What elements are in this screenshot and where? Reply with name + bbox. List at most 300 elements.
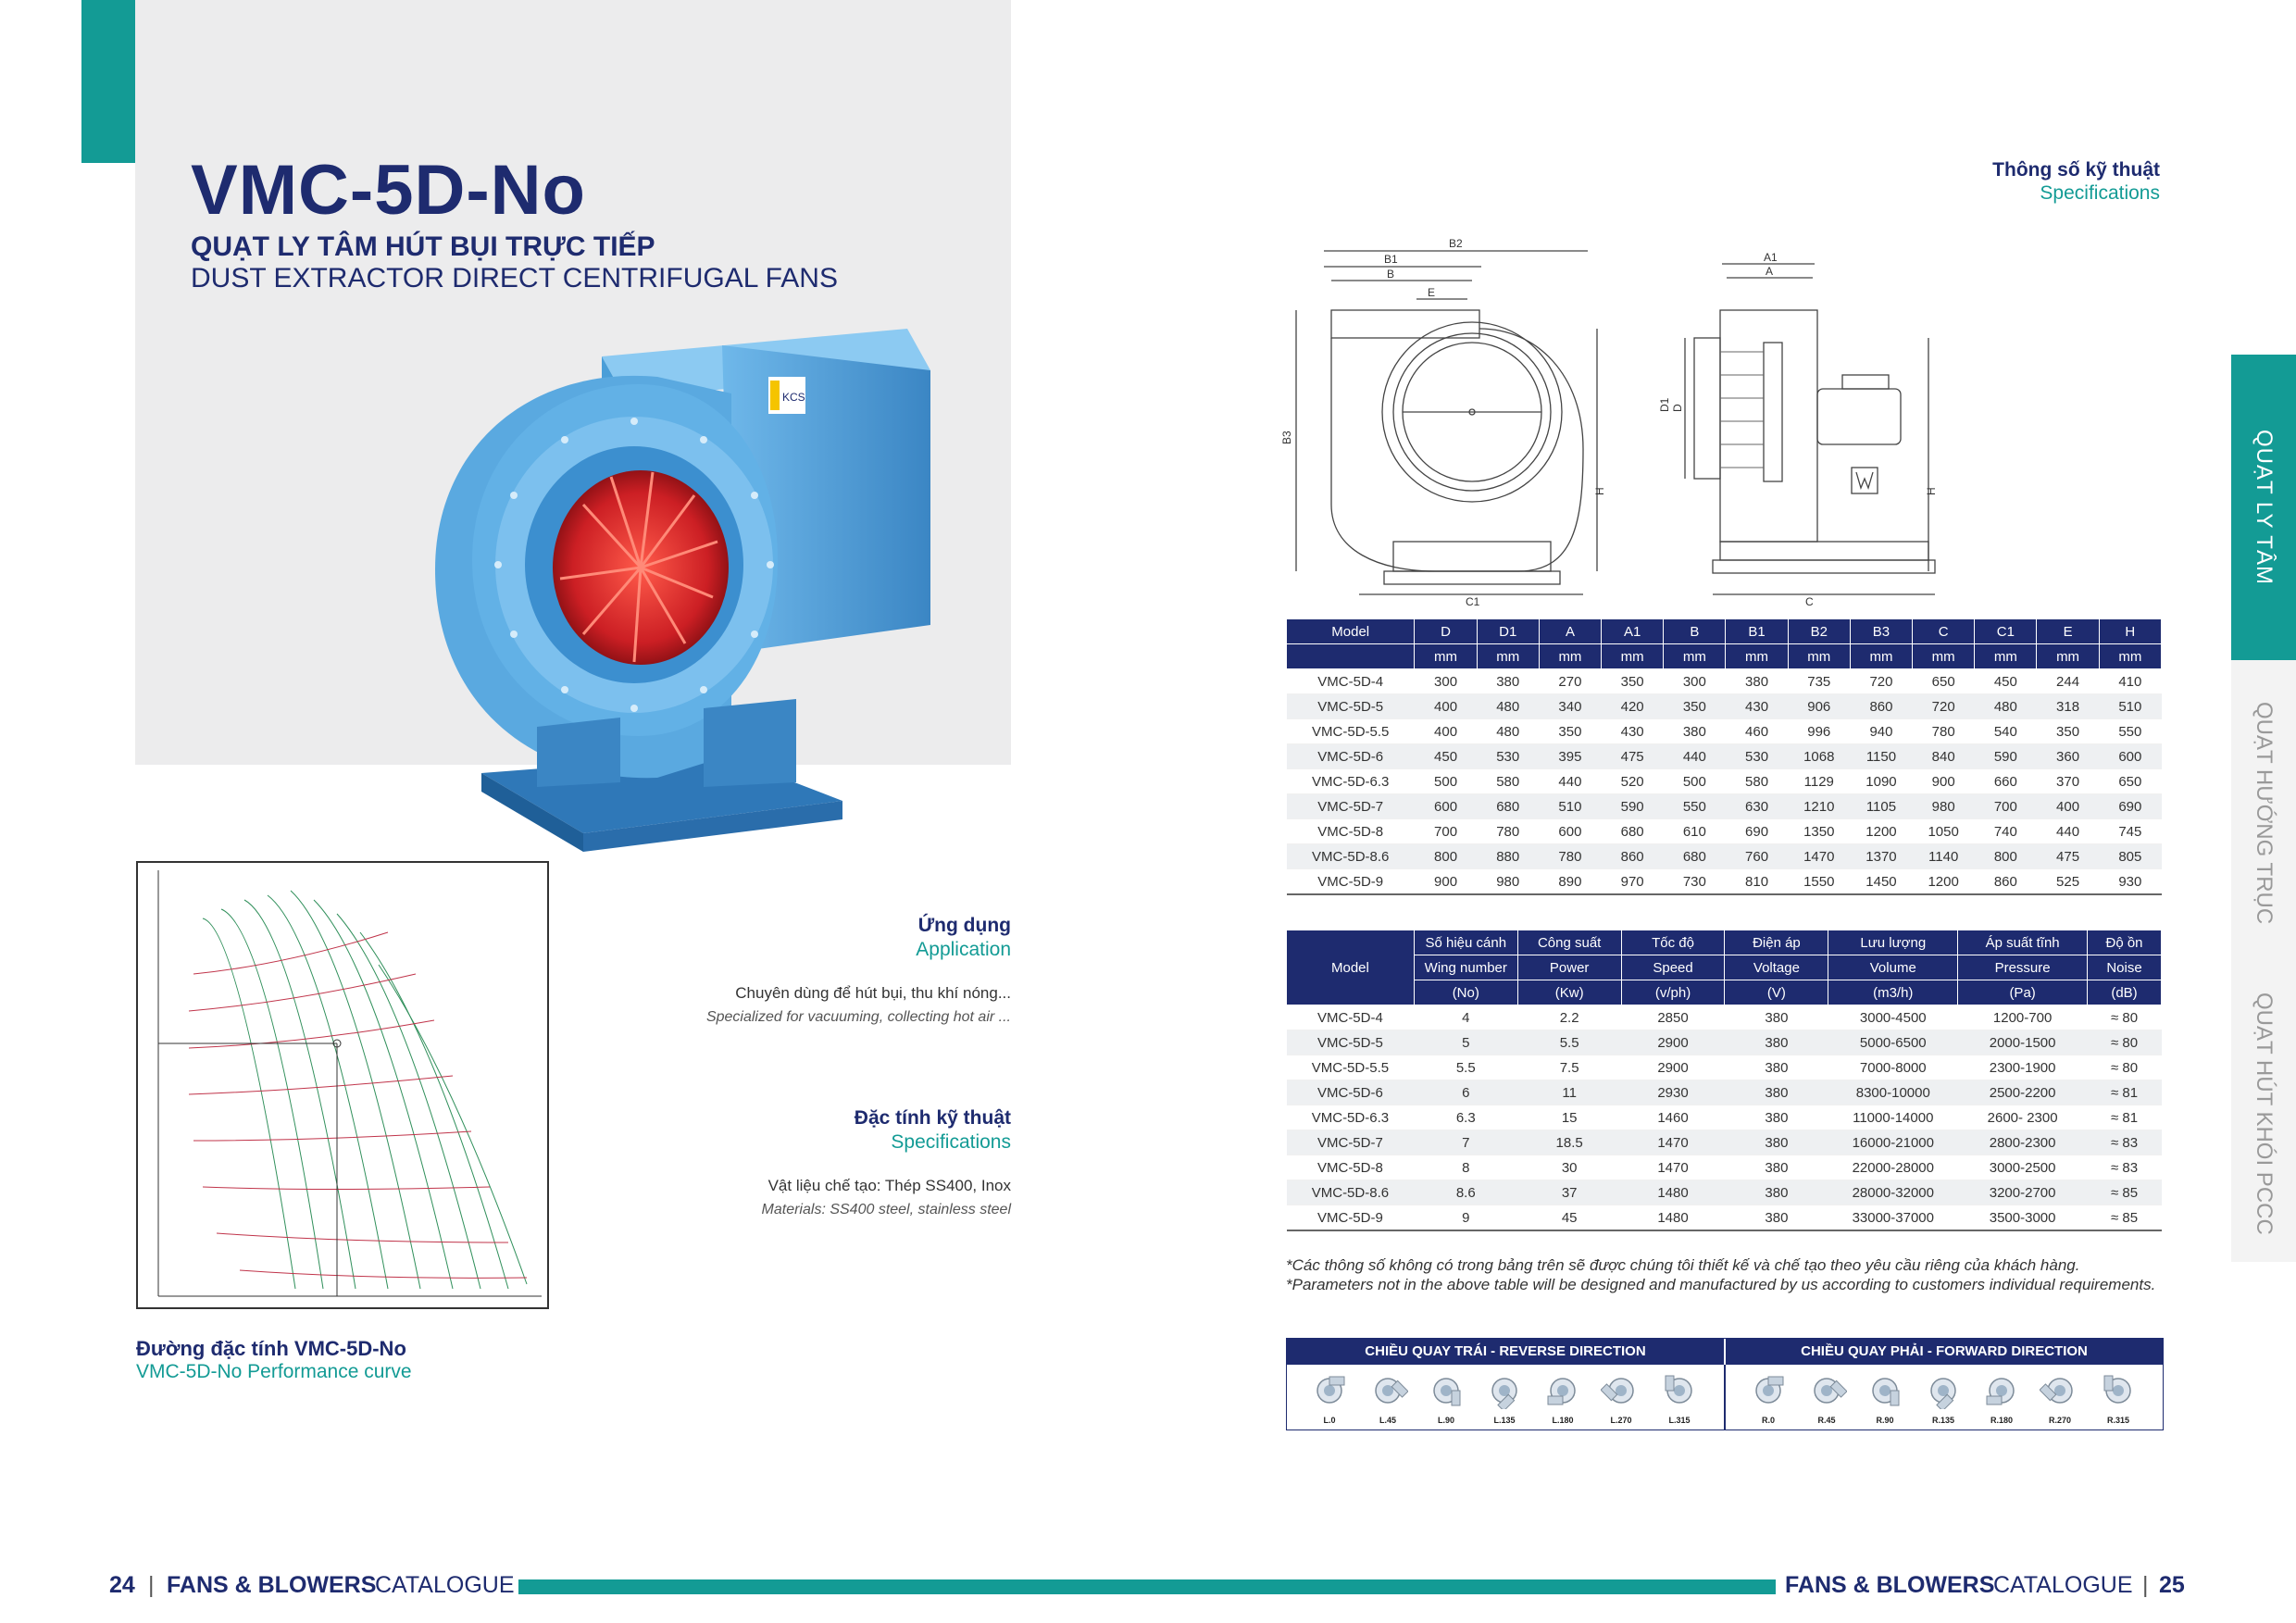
table-cell: 380 [1725, 1130, 1828, 1155]
col-a: A [1539, 619, 1601, 644]
rotation-direction-label: L.270 [1610, 1416, 1632, 1425]
table-cell: 2800-2300 [1958, 1130, 2088, 1155]
table-cell: 1210 [1788, 794, 1850, 819]
rotation-direction-label: L.90 [1437, 1416, 1454, 1425]
table-cell: 360 [2037, 744, 2099, 769]
table-cell: 906 [1788, 694, 1850, 719]
table-cell: 11000-14000 [1828, 1105, 1958, 1130]
table-cell: 395 [1539, 744, 1601, 769]
perf-col-vi: Công suất [1517, 930, 1621, 955]
unit-cell: mm [1726, 644, 1788, 669]
table-cell: 2000-1500 [1958, 1030, 2088, 1055]
product-title: VMC-5D-No [191, 151, 586, 230]
table-cell: 780 [1913, 719, 1975, 744]
table-cell: 8 [1414, 1155, 1517, 1180]
table-cell: 6.3 [1414, 1105, 1517, 1130]
table-row [1287, 794, 2162, 819]
table-cell: ≈ 83 [2088, 1130, 2162, 1155]
footer-separator: | [148, 1572, 155, 1598]
tech-text-vi: Vật liệu chế tạo: Thép SS400, Inox [767, 1177, 1011, 1194]
performance-curve-chart [136, 861, 549, 1309]
table-cell: 2900 [1621, 1030, 1725, 1055]
table-cell: VMC-5D-5.5 [1287, 719, 1415, 744]
table-cell: 380 [1725, 1080, 1828, 1105]
fan-orientation-icon [1923, 1372, 1964, 1409]
table-cell: VMC-5D-4 [1287, 669, 1415, 694]
dimension-table [1286, 618, 2162, 895]
table-cell: 680 [1477, 794, 1539, 819]
table-cell: 7 [1414, 1130, 1517, 1155]
rotation-direction-label: L.0 [1323, 1416, 1336, 1425]
table-cell: 440 [1539, 769, 1601, 794]
table-cell: 860 [1850, 694, 1912, 719]
table-cell: 430 [1726, 694, 1788, 719]
table-cell: ≈ 81 [2088, 1105, 2162, 1130]
footer-teal-bar [518, 1579, 1776, 1594]
performance-curve-graphic [138, 863, 547, 1307]
col-b1: B1 [1726, 619, 1788, 644]
perf-col-en: Voltage [1725, 955, 1828, 980]
table-cell: ≈ 85 [2088, 1180, 2162, 1205]
dim-e: E [1428, 286, 1436, 299]
side-tab-label: QUẠT LY TÂM [2252, 430, 2277, 585]
table-row [1287, 869, 2162, 895]
table-cell: 860 [1975, 869, 2037, 895]
table-cell: 3200-2700 [1958, 1180, 2088, 1205]
table-cell: 380 [1725, 1155, 1828, 1180]
col-b3: B3 [1850, 619, 1912, 644]
dim-c1: C1 [1466, 595, 1480, 606]
table-cell: 1470 [1621, 1130, 1725, 1155]
table-cell: 510 [1539, 794, 1601, 819]
table-cell: 350 [1664, 694, 1726, 719]
rotation-direction-item [1593, 1372, 1649, 1425]
table-cell: 1140 [1913, 844, 1975, 869]
table-cell: 600 [1539, 819, 1601, 844]
rotation-direction-label: L.135 [1493, 1416, 1516, 1425]
table-row [1287, 1080, 2162, 1105]
application-text-vi: Chuyên dùng để hút bụi, thu khí nóng... [735, 984, 1011, 1002]
rotation-direction-item [1974, 1372, 2029, 1425]
table-row [1287, 744, 2162, 769]
perf-col-vi: Độ ồn [2088, 930, 2162, 955]
rotation-direction-item [1857, 1372, 1913, 1425]
table-cell: 1370 [1850, 844, 1912, 869]
perf-col-vi: Tốc độ [1621, 930, 1725, 955]
table-cell: 760 [1726, 844, 1788, 869]
table-cell: 11 [1517, 1080, 1621, 1105]
side-tab-label: QUẠT HÚT KHÓI PCCC [2252, 993, 2277, 1235]
table-cell: 590 [1975, 744, 2037, 769]
table-row [1287, 694, 2162, 719]
table-cell: 3000-4500 [1828, 1005, 1958, 1030]
dimension-drawing [1278, 236, 1944, 606]
reverse-direction-title: CHIỀU QUAY TRÁI - REVERSE DIRECTION [1287, 1339, 1724, 1365]
table-cell: 550 [2099, 719, 2161, 744]
fan-orientation-icon [1426, 1372, 1466, 1409]
table-cell: 2850 [1621, 1005, 1725, 1030]
rotation-direction-item [1535, 1372, 1591, 1425]
perf-col-en: Pressure [1958, 955, 2088, 980]
table-cell: 45 [1517, 1205, 1621, 1231]
side-tab-centrifugal[interactable] [2231, 355, 2296, 660]
table-cell: 690 [2099, 794, 2161, 819]
table-cell: 460 [1726, 719, 1788, 744]
perf-col-unit: (No) [1414, 980, 1517, 1005]
table-cell: 2930 [1621, 1080, 1725, 1105]
fan-orientation-icon [1367, 1372, 1408, 1409]
table-cell: 800 [1975, 844, 2037, 869]
table-row [1287, 1005, 2162, 1030]
unit-cell: mm [1788, 644, 1850, 669]
table-cell: VMC-5D-5 [1287, 694, 1415, 719]
side-tab-inactive-group [2231, 660, 2296, 1262]
product-subtitle-vi: QUẠT LY TÂM HÚT BỤI TRỰC TIẾP [191, 231, 655, 262]
table-cell: 480 [1477, 719, 1539, 744]
product-subtitle-en: DUST EXTRACTOR DIRECT CENTRIFUGAL FANS [191, 263, 838, 293]
perf-col-model: Model [1287, 930, 1415, 1005]
table-cell: 350 [1602, 669, 1664, 694]
table-cell: 420 [1602, 694, 1664, 719]
unit-cell: mm [1602, 644, 1664, 669]
table-cell: VMC-5D-4 [1287, 1005, 1415, 1030]
rotation-direction-label: R.270 [2048, 1416, 2072, 1425]
table-cell: 1129 [1788, 769, 1850, 794]
unit-cell: mm [1850, 644, 1912, 669]
table-cell: 1200 [1850, 819, 1912, 844]
table-cell: VMC-5D-7 [1287, 1130, 1415, 1155]
table-cell: 805 [2099, 844, 2161, 869]
col-c: C [1913, 619, 1975, 644]
table-cell: ≈ 81 [2088, 1080, 2162, 1105]
table-cell: 7.5 [1517, 1055, 1621, 1080]
table-cell: 610 [1664, 819, 1726, 844]
table-cell: 880 [1477, 844, 1539, 869]
table-cell: 630 [1726, 794, 1788, 819]
perf-col-en: Speed [1621, 955, 1725, 980]
table-row [1287, 1180, 2162, 1205]
dimension-table-header [1287, 619, 2162, 644]
tech-heading-en: Specifications [891, 1131, 1011, 1153]
table-cell: 840 [1913, 744, 1975, 769]
table-cell: VMC-5D-6.3 [1287, 1105, 1415, 1130]
table-cell: 380 [1725, 1005, 1828, 1030]
fan-orientation-icon [1981, 1372, 2022, 1409]
table-row [1287, 844, 2162, 869]
table-cell: 500 [1664, 769, 1726, 794]
fan-orientation-icon [1748, 1372, 1789, 1409]
rotation-direction-item [1418, 1372, 1474, 1425]
table-cell: 3000-2500 [1958, 1155, 2088, 1180]
footer-right-catalogue: CATALOGUE [1993, 1572, 2133, 1598]
table-cell: 370 [2037, 769, 2099, 794]
rotation-direction-label: R.45 [1817, 1416, 1836, 1425]
table-cell: 450 [1975, 669, 2037, 694]
table-row [1287, 769, 2162, 794]
table-cell: 780 [1539, 844, 1601, 869]
table-cell: 1450 [1850, 869, 1912, 895]
table-cell: ≈ 80 [2088, 1005, 2162, 1030]
table-cell: 745 [2099, 819, 2161, 844]
table-cell: VMC-5D-5.5 [1287, 1055, 1415, 1080]
table-cell: 8300-10000 [1828, 1080, 1958, 1105]
table-cell: 720 [1850, 669, 1912, 694]
table-cell: 410 [2099, 669, 2161, 694]
table-cell: VMC-5D-7 [1287, 794, 1415, 819]
table-cell: 30 [1517, 1155, 1621, 1180]
curve-caption-en: VMC-5D-No Performance curve [136, 1361, 412, 1382]
rotation-direction-label: L.45 [1379, 1416, 1396, 1425]
table-cell: 1150 [1850, 744, 1912, 769]
dim-d1: D1 [1658, 397, 1671, 412]
table-cell: 600 [2099, 744, 2161, 769]
curve-caption-vi: Đường đặc tính VMC-5D-No [136, 1337, 406, 1360]
perf-col-unit: (v/ph) [1621, 980, 1725, 1005]
table-cell: 810 [1726, 869, 1788, 895]
table-cell: 5.5 [1517, 1030, 1621, 1055]
table-cell: 244 [2037, 669, 2099, 694]
fan-orientation-icon [2040, 1372, 2080, 1409]
table-cell: 300 [1415, 669, 1477, 694]
table-cell: 1480 [1621, 1180, 1725, 1205]
perf-col-unit: (V) [1725, 980, 1828, 1005]
performance-table [1286, 930, 2162, 1231]
table-cell: 800 [1415, 844, 1477, 869]
table-cell: 2500-2200 [1958, 1080, 2088, 1105]
rotation-direction-label: R.180 [1990, 1416, 2014, 1425]
rotation-direction-item [1302, 1372, 1357, 1425]
table-cell: 480 [1975, 694, 2037, 719]
table-row [1287, 669, 2162, 694]
table-cell: 1470 [1788, 844, 1850, 869]
table-cell: VMC-5D-6 [1287, 1080, 1415, 1105]
table-cell: 475 [1602, 744, 1664, 769]
table-cell: 540 [1975, 719, 2037, 744]
col-b: B [1664, 619, 1726, 644]
table-cell: 940 [1850, 719, 1912, 744]
table-cell: 650 [1913, 669, 1975, 694]
perf-col-vi: Lưu lượng [1828, 930, 1958, 955]
fan-orientation-icon [2098, 1372, 2139, 1409]
table-cell: 1200 [1913, 869, 1975, 895]
perf-col-vi: Số hiệu cánh [1414, 930, 1517, 955]
table-cell: 740 [1975, 819, 2037, 844]
col-c1: C1 [1975, 619, 2037, 644]
fan-orientation-icon [1309, 1372, 1350, 1409]
table-cell: 520 [1602, 769, 1664, 794]
rotation-direction-label: R.90 [1876, 1416, 1894, 1425]
table-cell: 1480 [1621, 1205, 1725, 1231]
rotation-direction-item [1741, 1372, 1796, 1425]
unit-cell: mm [1477, 644, 1539, 669]
perf-col-unit: (m3/h) [1828, 980, 1958, 1005]
dim-b2: B2 [1449, 237, 1463, 250]
table-cell: 28000-32000 [1828, 1180, 1958, 1205]
table-cell: 475 [2037, 844, 2099, 869]
dimension-table-units [1287, 644, 2162, 669]
table-cell: 530 [1477, 744, 1539, 769]
fan-orientation-icon [1865, 1372, 1905, 1409]
table-cell: 580 [1477, 769, 1539, 794]
perf-col-vi: Áp suất tĩnh [1958, 930, 2088, 955]
unit-cell: mm [1913, 644, 1975, 669]
unit-cell-blank [1287, 644, 1415, 669]
table-cell: 350 [1539, 719, 1601, 744]
rotation-direction-item [2032, 1372, 2088, 1425]
table-cell: 900 [1415, 869, 1477, 895]
table-cell: 8.6 [1414, 1180, 1517, 1205]
unit-cell: mm [1415, 644, 1477, 669]
rotation-direction-item [1799, 1372, 1854, 1425]
table-cell: 340 [1539, 694, 1601, 719]
table-cell: 300 [1664, 669, 1726, 694]
table-cell: 530 [1726, 744, 1788, 769]
table-cell: 730 [1664, 869, 1726, 895]
rotation-direction-label: R.135 [1931, 1416, 1955, 1425]
perf-col-en: Wing number [1414, 955, 1517, 980]
table-row [1287, 1055, 2162, 1080]
table-row [1287, 1105, 2162, 1130]
table-cell: 680 [1664, 844, 1726, 869]
table-cell: 650 [2099, 769, 2161, 794]
table-cell: 890 [1539, 869, 1601, 895]
table-cell: 270 [1539, 669, 1601, 694]
table-cell: 380 [1725, 1105, 1828, 1130]
table-cell: 9 [1414, 1205, 1517, 1231]
table-cell: 680 [1602, 819, 1664, 844]
table-cell: 6 [1414, 1080, 1517, 1105]
table-cell: 525 [2037, 869, 2099, 895]
rotation-direction-label: L.180 [1552, 1416, 1574, 1425]
table-cell: 380 [1725, 1180, 1828, 1205]
dim-c: C [1805, 595, 1814, 606]
table-cell: 735 [1788, 669, 1850, 694]
rotation-direction-label: L.315 [1668, 1416, 1691, 1425]
table-cell: 380 [1664, 719, 1726, 744]
perf-col-unit: (Pa) [1958, 980, 2088, 1005]
dim-h: H [1593, 487, 1606, 495]
table-cell: 380 [1725, 1205, 1828, 1231]
table-cell: 1460 [1621, 1105, 1725, 1130]
table-cell: 430 [1602, 719, 1664, 744]
table-cell: VMC-5D-5 [1287, 1030, 1415, 1055]
perf-col-unit: (dB) [2088, 980, 2162, 1005]
table-cell: 970 [1602, 869, 1664, 895]
col-e: E [2037, 619, 2099, 644]
table-cell: 700 [1415, 819, 1477, 844]
table-row [1287, 719, 2162, 744]
application-heading-en: Application [916, 939, 1011, 960]
table-cell: VMC-5D-6 [1287, 744, 1415, 769]
table-cell: 15 [1517, 1105, 1621, 1130]
footer-left-catalogue: CATALOGUE [375, 1572, 515, 1598]
fan-orientation-icon [1542, 1372, 1583, 1409]
rotation-direction-item [2090, 1372, 2146, 1425]
table-cell: 996 [1788, 719, 1850, 744]
col-model: Model [1287, 619, 1415, 644]
table-row [1287, 1130, 2162, 1155]
table-cell: VMC-5D-8.6 [1287, 1180, 1415, 1205]
col-a1: A1 [1602, 619, 1664, 644]
table-cell: 380 [1477, 669, 1539, 694]
table-cell: 440 [2037, 819, 2099, 844]
footer-right-page-number: 25 [2159, 1572, 2185, 1598]
table-cell: 2600- 2300 [1958, 1105, 2088, 1130]
table-cell: 1050 [1913, 819, 1975, 844]
table-cell: 5.5 [1414, 1055, 1517, 1080]
table-cell: 720 [1913, 694, 1975, 719]
table-cell: 580 [1726, 769, 1788, 794]
dim-a: A [1766, 265, 1774, 278]
table-cell: 400 [2037, 794, 2099, 819]
table-cell: 3500-3000 [1958, 1205, 2088, 1231]
footer-left-page-number: 24 [109, 1572, 135, 1598]
application-text-en: Specialized for vacuuming, collecting hot air ... [705, 1009, 1011, 1025]
table-cell: 1068 [1788, 744, 1850, 769]
fan-orientation-icon [1484, 1372, 1525, 1409]
dim-d: D [1671, 404, 1684, 412]
kcs-label: KCS [782, 391, 805, 404]
col-d: D [1415, 619, 1477, 644]
table-cell: 600 [1415, 794, 1477, 819]
table-cell: VMC-5D-8.6 [1287, 844, 1415, 869]
table-cell: 2300-1900 [1958, 1055, 2088, 1080]
table-cell: 930 [2099, 869, 2161, 895]
rotation-direction-item [1915, 1372, 1971, 1425]
table-cell: 22000-28000 [1828, 1155, 1958, 1180]
table-cell: 33000-37000 [1828, 1205, 1958, 1231]
table-cell: 1200-700 [1958, 1005, 2088, 1030]
table-cell: 18.5 [1517, 1130, 1621, 1155]
rotation-direction-item [1652, 1372, 1707, 1425]
teal-corner-tab [81, 0, 135, 163]
rotation-direction-label: R.0 [1761, 1416, 1775, 1425]
specs-heading-vi: Thông số kỹ thuật [1992, 159, 2160, 181]
fan-orientation-icon [1601, 1372, 1641, 1409]
table-cell: VMC-5D-6.3 [1287, 769, 1415, 794]
fan-orientation-icon [1659, 1372, 1700, 1409]
table-cell: 37 [1517, 1180, 1621, 1205]
dim-h-side: H [1925, 487, 1938, 495]
table-cell: 480 [1477, 694, 1539, 719]
table-cell: VMC-5D-9 [1287, 869, 1415, 895]
table-cell: 1090 [1850, 769, 1912, 794]
unit-cell: mm [2037, 644, 2099, 669]
dim-b1: B1 [1384, 253, 1398, 266]
side-tab-smoke[interactable] [2231, 966, 2296, 1262]
table-cell: 400 [1415, 694, 1477, 719]
specs-heading-en: Specifications [2040, 182, 2160, 204]
table-cell: 400 [1415, 719, 1477, 744]
dim-a1: A1 [1764, 251, 1778, 264]
table-cell: 450 [1415, 744, 1477, 769]
side-tab-axial[interactable] [2231, 660, 2296, 966]
table-cell: ≈ 83 [2088, 1155, 2162, 1180]
table-cell: VMC-5D-8 [1287, 1155, 1415, 1180]
table-cell: 380 [1726, 669, 1788, 694]
table-row [1287, 1030, 2162, 1055]
table-cell: 500 [1415, 769, 1477, 794]
table-cell: 2900 [1621, 1055, 1725, 1080]
unit-cell: mm [1664, 644, 1726, 669]
note-en: *Parameters not in the above table will be designed and manufactured by us according to customers individual requirements. [1286, 1276, 2156, 1293]
table-cell: 550 [1664, 794, 1726, 819]
table-cell: 700 [1975, 794, 2037, 819]
table-cell: 2.2 [1517, 1005, 1621, 1030]
table-cell: 860 [1602, 844, 1664, 869]
table-cell: 660 [1975, 769, 2037, 794]
table-cell: 1550 [1788, 869, 1850, 895]
